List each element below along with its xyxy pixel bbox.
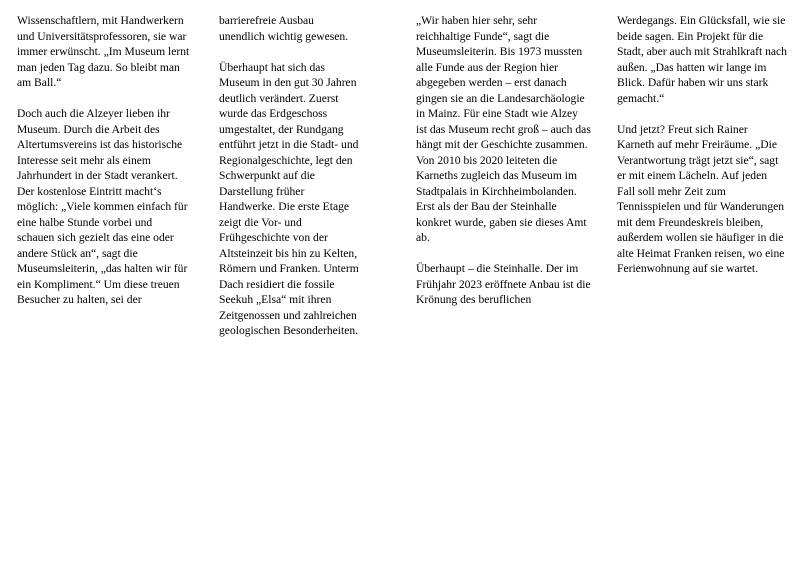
text-column-4 <box>617 13 787 292</box>
paragraph: Und jetzt? Freut sich Rainer Karneth auf mehr Freiräume. „Die Verantwortung trägt jetzt sie“, sagt er mit einem Lächeln. Auf jeden Fall soll mehr Zeit zum Tennisspielen und für Wanderungen mit dem Freundeskreis bleiben, außerdem wollen sie häufiger in die alte Heimat Franken reisen, wo eine Ferienwohnung auf sie wartet. <box>617 122 785 275</box>
paragraph: Überhaupt hat sich das Museum in den gut 30 Jahren deutlich verändert. Zuerst wurde das Erdgeschoss umgestaltet, der Rundgang entführt jetzt in die Stadt- und Regionalgeschichte, legt den Schwerpunkt auf die Darstellung früher Handwerke. Die erste Etage zeigt die Vor- und Frühgeschichte von der Altsteinzeit bis hin zu Kelten, Römern und Franken. Unterm Dach residiert die fossile Seekuh „Elsa“ mit ihren Zeitgenossen und zahlreichen geologischen Besonderheiten. <box>219 60 359 337</box>
text-column-2 <box>219 13 359 354</box>
paragraph: Wissenschaftlern, mit Handwerkern und Universitätsprofessoren, sie war immer erwünscht. „Im Museum lernt man jeden Tag dazu. So bleibt man am Ball.“ <box>17 14 190 89</box>
paragraph: „Wir haben hier sehr, sehr reichhaltige Funde“, sagt die Museumsleiterin. Bis 1973 mussten alle Funde aus der Region hier abgegeben werden – erst danach gingen sie an die Landesarchäologie in Mainz. Für eine Stadt wie Alzey ist das Museum recht groß – auch das hängt mit der Geschichte zusammen. Von 2010 bis 2020 leiteten die Karneths zugleich das Museum im Stadtpalais in Kirchheimbolanden. Erst als der Bau der Steinhalle konkret wurde, gaben sie dieses Amt ab. <box>416 14 591 244</box>
paragraph: Überhaupt – die Steinhalle. Der im Frühjahr 2023 eröffnete Anbau ist die Krönung des beruflichen <box>416 262 591 306</box>
text-column-3 <box>416 13 591 323</box>
paragraph: barrierefreie Ausbau unendlich wichtig gewesen. <box>219 14 349 43</box>
text-column-1 <box>17 13 192 323</box>
paragraph: Doch auch die Alzeyer lieben ihr Museum. Durch die Arbeit des Altertumsvereins ist das historische Interesse seit mehr als einem Jahrhundert in der Stadt verankert. Der kostenlose Eintritt macht‘s möglich: „Viele kommen einfach für eine halbe Stunde vorbei und schauen sich gezielt das eine oder andere Stück an“, sagt die Museumsleiterin, „das halten wir für ein Kompliment.“ Um diese treuen Besucher zu halten, sei der <box>17 107 188 306</box>
paragraph: Werdegangs. Ein Glücksfall, wie sie beide sagen. Ein Projekt für die Stadt, aber auch mit Strahlkraft nach außen. „Das hatten wir lange im Blick. Dafür haben wir uns stark gemacht.“ <box>617 14 787 105</box>
